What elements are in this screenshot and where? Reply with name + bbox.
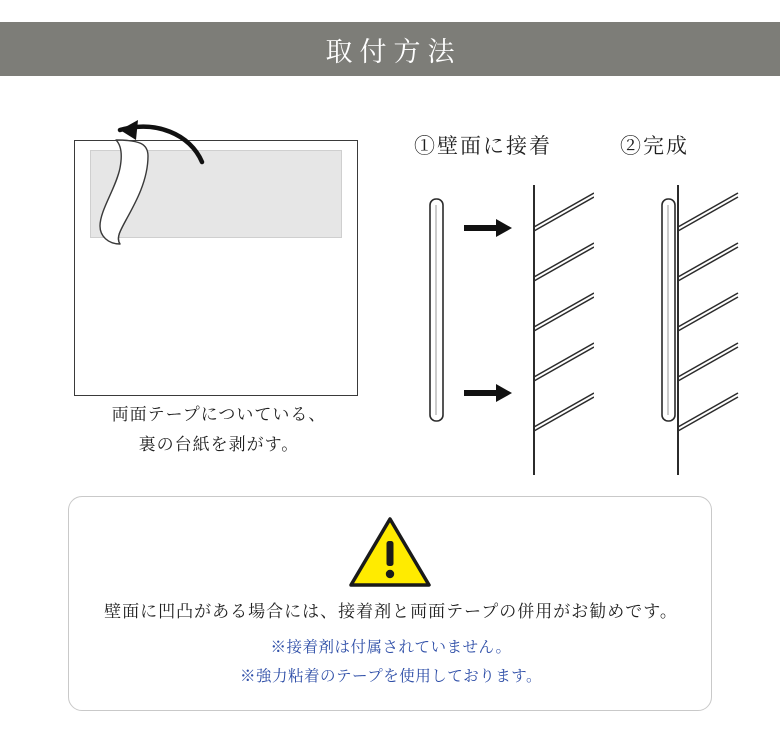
press-arrow-icon: [464, 219, 512, 402]
step-2-label: ②完成: [620, 135, 689, 158]
notice-main-text: 壁面に凹凸がある場合には、接着剤と両面テープの併用がお勧めです。: [104, 602, 678, 621]
left-caption: [74, 400, 364, 460]
notice-sub-line-1: ※接着剤は付属されていません。: [270, 639, 512, 656]
step-1-label: ①壁面に接着: [414, 135, 552, 158]
step-2-graphic: [616, 185, 756, 475]
peel-backing-illustration: [74, 140, 358, 396]
warning-triangle-icon: [348, 515, 432, 589]
header-bar: [0, 22, 780, 76]
notice-box: [68, 496, 712, 711]
left-caption-line2: 裏の台紙を剥がす。: [138, 435, 300, 454]
page-title: 取付方法: [325, 36, 462, 67]
notice-sub-line-2: ※強力粘着のテープを使用しております。: [240, 668, 542, 685]
step-1-graphic: [404, 185, 594, 475]
notice-sub-text: [69, 633, 713, 691]
peel-direction-arrow-icon: [104, 118, 214, 170]
left-caption-line1: 両面テープについている、: [111, 405, 327, 424]
